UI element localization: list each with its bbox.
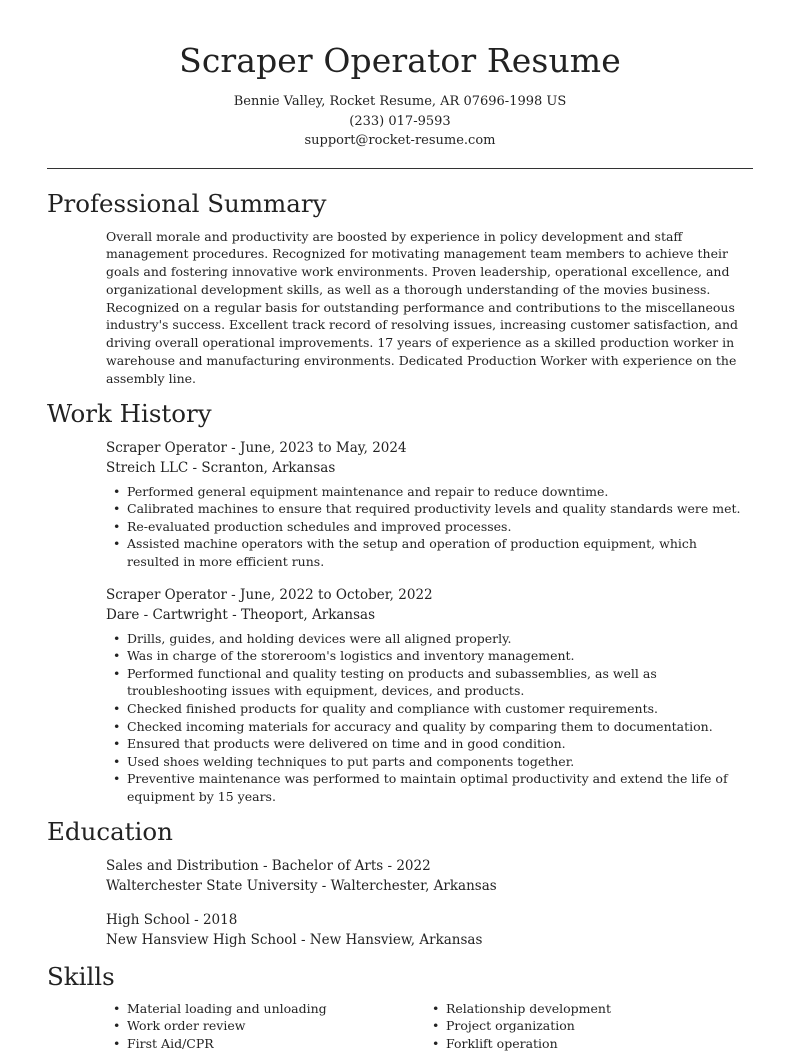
skills-column-right (425, 1000, 744, 1052)
header-divider (47, 168, 753, 169)
job-company: Dare - Cartwright - Theoport, Arkansas (106, 606, 376, 623)
job-bullet: • Checked finished products for quality and compliance with customer requirements. (106, 700, 753, 718)
job-bullet: • Re-evaluated production schedules and improved processes. (106, 518, 753, 536)
education-entry (106, 910, 753, 950)
job-company: Streich LLC - Scranton, Arkansas (106, 459, 336, 476)
job-bullet: • Drills, guides, and holding devices were all aligned properly. (106, 630, 753, 648)
education-heading: Education (47, 816, 173, 846)
resume-header (0, 0, 800, 151)
job-bullet: • Used shoes welding techniques to put parts and components together. (106, 753, 753, 771)
skill-item: • First Aid/CPR (106, 1035, 425, 1052)
job-bullet: • Preventive maintenance was performed to maintain optimal productivity and extend the life of equipment by 15 years. (106, 770, 753, 805)
education-degree: High School - 2018 (106, 911, 238, 928)
job-entry (106, 438, 753, 571)
skill-item: • Work order review (106, 1017, 425, 1035)
skill-item: • Forklift operation (425, 1035, 744, 1052)
skills-list (106, 1000, 753, 1052)
summary-text: Overall morale and productivity are boosted by experience in policy development and staff management procedures. Recognized for motivating management team members to achieve their goals and fostering innovative work environments. Proven leadership, operational excellence, and organizational development skills, as well as a thorough understanding of the movies business. Recognized on a regular basis for outstanding performance and contributions to the miscellaneous industry's success. Excellent track record of resolving issues, increasing customer satisfaction, and driving overall operational improvements. 17 years of experience as a skilled production worker in warehouse and manufacturing environments. Dedicated Production Worker with experience on the assembly line. (106, 228, 739, 386)
skill-item: • Material loading and unloading (106, 1000, 425, 1018)
skills-column-left (106, 1000, 425, 1052)
summary-heading: Professional Summary (47, 188, 327, 218)
resume-title: Scraper Operator Resume (179, 41, 621, 80)
job-bullet: • Assisted machine operators with the setup and operation of production equipment, which resulted in more efficient runs. (106, 535, 753, 570)
education-entry (106, 856, 753, 896)
job-bullet: • Checked incoming materials for accuracy and quality by comparing them to documentation. (106, 718, 753, 736)
work-history-heading: Work History (47, 398, 212, 428)
job-bullet: • Ensured that products were delivered on time and in good condition. (106, 735, 753, 753)
job-title-dates: Scraper Operator - June, 2022 to October, 2022 (106, 586, 433, 603)
contact-email: support@rocket-resume.com (304, 133, 496, 148)
job-bullet: • Performed functional and quality testing on products and subassemblies, as well as troubleshooting issues with equipment, devices, and products. (106, 665, 753, 700)
skill-item: • Relationship development (425, 1000, 744, 1018)
skill-item: • Project organization (425, 1017, 744, 1035)
contact-phone: (233) 017-9593 (349, 113, 451, 129)
education-school: New Hansview High School - New Hansview, Arkansas (106, 931, 483, 948)
job-title-dates: Scraper Operator - June, 2023 to May, 2024 (106, 439, 407, 456)
job-bullet-list (106, 630, 753, 806)
job-entry (106, 585, 753, 806)
education-degree: Sales and Distribution - Bachelor of Arts - 2022 (106, 857, 431, 874)
job-bullet: • Was in charge of the storeroom's logistics and inventory management. (106, 647, 753, 665)
contact-address: Bennie Valley, Rocket Resume, AR 07696-1998 US (233, 94, 567, 109)
education-school: Walterchester State University - Walterchester, Arkansas (106, 877, 497, 894)
skills-heading: Skills (47, 961, 115, 991)
contact-info (0, 92, 800, 151)
job-bullet: • Calibrated machines to ensure that required productivity levels and quality standards were met. (106, 500, 753, 518)
job-bullet: • Performed general equipment maintenance and repair to reduce downtime. (106, 483, 753, 501)
job-bullet-list (106, 483, 753, 571)
